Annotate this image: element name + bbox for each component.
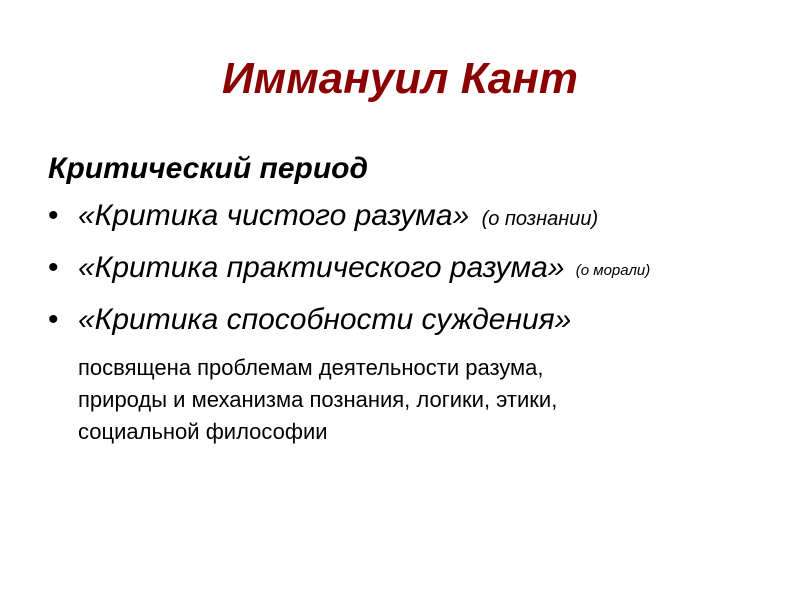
description-line: природы и механизма познания, логики, этики, xyxy=(78,387,558,412)
bullet-note: (о познании) xyxy=(481,208,599,230)
bullet-icon: • xyxy=(48,251,59,284)
description-line: посвящена проблемам деятельности разума, xyxy=(78,355,544,380)
bullet-list xyxy=(48,197,778,339)
description-line: социальной философии xyxy=(78,419,328,444)
bullet-text: «Критика практического разума» xyxy=(78,251,565,284)
bullet-note: (о морали) xyxy=(575,262,651,279)
slide-title: Иммануил Кант xyxy=(222,54,578,103)
bullet-text: «Критика чистого разума» xyxy=(78,199,470,232)
bullet-item-judgment xyxy=(48,301,778,339)
bullet-icon: • xyxy=(48,303,59,336)
description-paragraph xyxy=(78,352,698,448)
section-heading: Критический период xyxy=(48,152,369,185)
bullet-text: «Критика способности суждения» xyxy=(78,303,572,336)
bullet-item-pure-reason xyxy=(48,197,778,238)
bullet-item-practical-reason xyxy=(48,249,778,290)
bullet-icon: • xyxy=(48,199,59,232)
